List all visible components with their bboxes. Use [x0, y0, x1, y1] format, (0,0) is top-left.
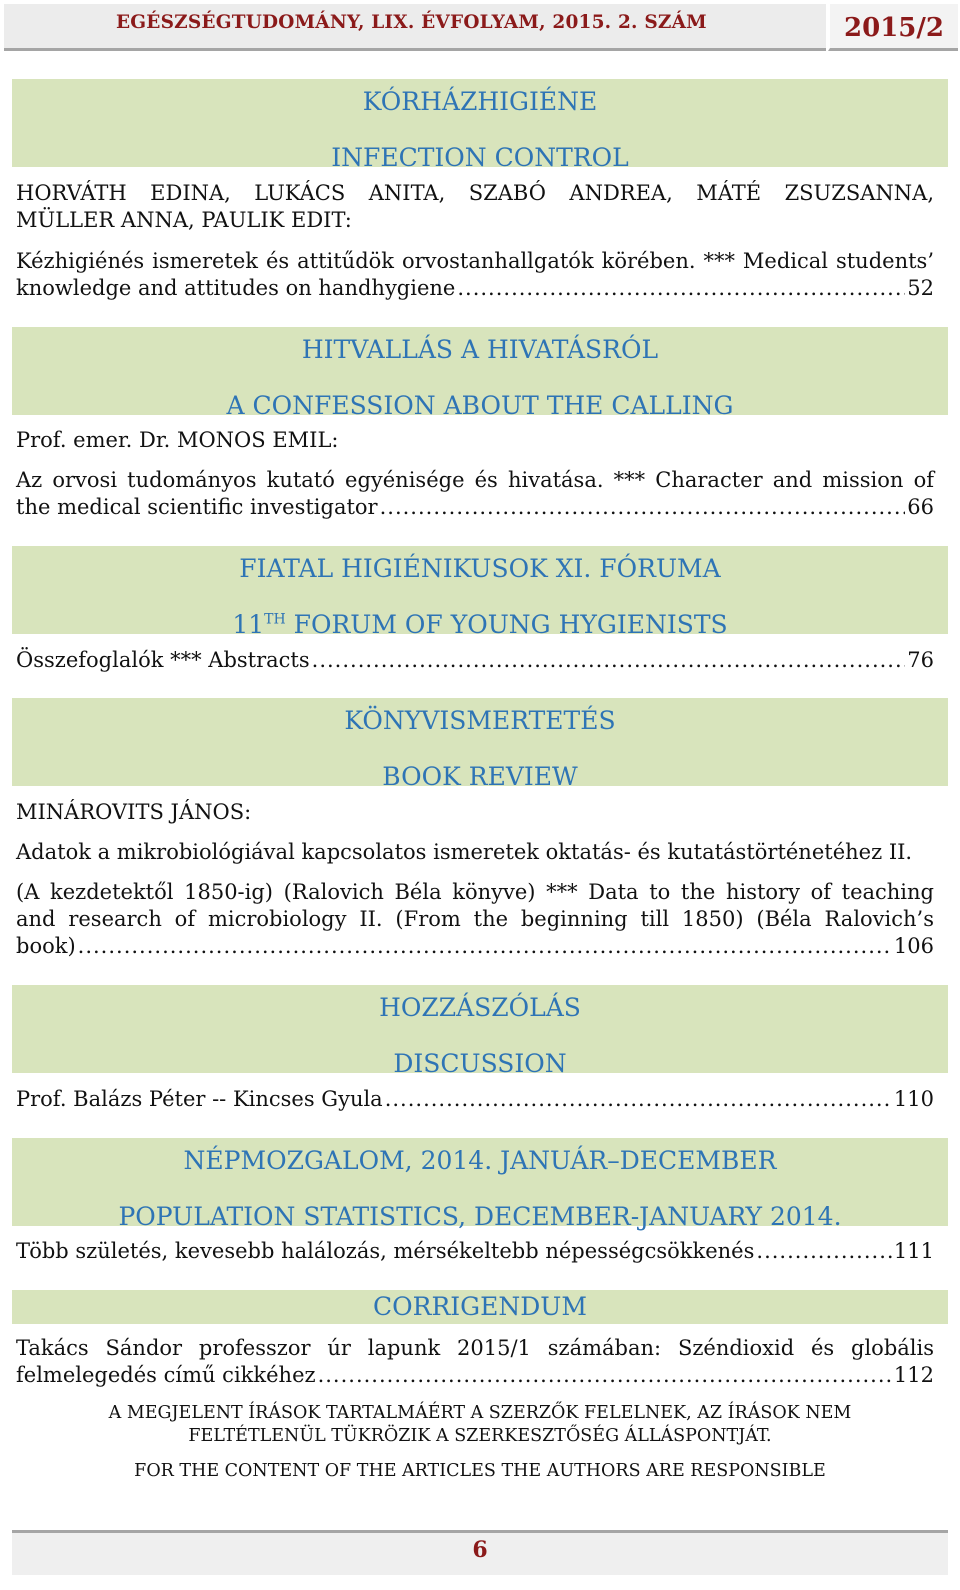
toc-entry[interactable]: [16, 275, 934, 302]
header-issue-box: [828, 4, 958, 51]
section-title-en: BOOK REVIEW: [382, 762, 578, 791]
section-title-hu: HITVALLÁS A HIVATÁSRÓL: [301, 335, 659, 364]
entry-title-line: Kézhigiénés ismeretek és attitűdök orvostanhallgatók körében. *** Medical students’: [16, 249, 934, 273]
ordinal-suffix: TH: [264, 611, 286, 628]
entry-title-line: Az orvosi tudományos kutató egyénisége és hivatása. *** Character and mission of: [16, 468, 934, 492]
header-title-bar: [4, 4, 826, 51]
issue-label: 2015/2: [844, 13, 944, 43]
disclaimer-en: FOR THE CONTENT OF THE ARTICLES THE AUTHORS ARE RESPONSIBLE: [134, 1461, 826, 1481]
dot-leader: [78, 933, 892, 960]
entry-title-line: Adatok a mikrobiológiával kapcsolatos ismeretek oktatás- és kutatástörténetéhez II.: [16, 840, 913, 864]
journal-title: EGÉSZSÉGTUDOMÁNY, LIX. ÉVFOLYAM, 2015. 2. SZÁM: [116, 12, 707, 33]
entry-title-line: the medical scientific investigator: [16, 495, 378, 519]
section-heading-corrigendum: [12, 1290, 948, 1324]
section-heading-discussion: [12, 985, 948, 1078]
toc-entry[interactable]: [16, 1362, 934, 1389]
page-ref: 76: [907, 648, 934, 672]
dot-leader: [380, 494, 906, 521]
dot-leader: [312, 647, 906, 674]
toc-entry[interactable]: [16, 494, 934, 521]
dot-leader: [385, 1086, 892, 1113]
dot-leader: [318, 1362, 892, 1389]
page-ref: 106: [893, 934, 934, 958]
section-heading-young-hygienists: [12, 546, 948, 639]
section-title-en: A CONFESSION ABOUT THE CALLING: [226, 391, 734, 420]
section-title-en: POPULATION STATISTICS, DECEMBER-JANUARY 2014.: [118, 1202, 842, 1231]
section-heading-infection-control: [12, 79, 948, 172]
section-title-en: DISCUSSION: [393, 1049, 567, 1078]
section-title-hu: KÖNYVISMERTETÉS: [344, 706, 616, 735]
author-line: HORVÁTH EDINA, LUKÁCS ANITA, SZABÓ ANDREA, MÁTÉ ZSUZSANNA,: [16, 181, 934, 205]
author-line: Prof. emer. Dr. MONOS EMIL:: [16, 428, 339, 452]
dot-leader: [457, 275, 905, 302]
forum-title: FORUM OF YOUNG HYGIENISTS: [285, 610, 728, 639]
toc-entry[interactable]: [16, 1238, 934, 1265]
dot-leader: [756, 1238, 892, 1265]
section-title-hu: KÓRHÁZHIGIÉNE: [362, 87, 598, 116]
entry-title-line: Prof. Balázs Péter -- Kincses Gyula: [16, 1087, 383, 1111]
toc-entry[interactable]: [16, 647, 934, 674]
disclaimer-hu: A MEGJELENT ÍRÁSOK TARTALMÁÉRT A SZERZŐK FELELNEK, AZ ÍRÁSOK NEM: [108, 1403, 852, 1423]
toc-entry[interactable]: [16, 1086, 934, 1113]
section-title-hu: FIATAL HIGIÉNIKUSOK XI. FÓRUMA: [239, 554, 721, 583]
entry-title-line: and research of microbiology II. (From the beginning till 1850) (Béla Ralovich’s: [16, 907, 934, 931]
page-header: [0, 0, 960, 52]
page-ref: 112: [893, 1363, 934, 1387]
entry-title-line: (A kezdetektől 1850-ig) (Ralovich Béla könyve) *** Data to the history of teaching: [16, 880, 934, 904]
page-number: 6: [472, 1537, 488, 1563]
section-heading-book-review: [12, 698, 948, 791]
page-ref: 66: [907, 495, 934, 519]
entry-title-line: Több születés, kevesebb halálozás, mérsékeltebb népességcsökkenés: [16, 1239, 755, 1263]
forum-number: 11: [232, 610, 265, 639]
page-ref: 110: [893, 1087, 934, 1111]
section-title-en: [12, 610, 948, 639]
author-line: MINÁROVITS JÁNOS:: [16, 800, 252, 824]
entry-title-line: knowledge and attitudes on handhygiene: [16, 276, 456, 300]
section-heading-population-statistics: [12, 1138, 948, 1231]
entry-title-line: book): [16, 934, 76, 958]
page-footer: [12, 1530, 948, 1575]
toc-entry[interactable]: [16, 933, 934, 960]
page-ref: 111: [893, 1239, 934, 1263]
entry-title-line: Összefoglalók *** Abstracts: [16, 648, 310, 672]
section-heading-confession: [12, 327, 948, 420]
page-ref: 52: [907, 276, 934, 300]
entry-title-line: Takács Sándor professzor úr lapunk 2015/1 számában: Széndioxid és globális: [16, 1336, 934, 1360]
section-title-hu: HOZZÁSZÓLÁS: [379, 993, 581, 1022]
section-title-hu: NÉPMOZGALOM, 2014. JANUÁR–DECEMBER: [183, 1146, 777, 1175]
section-title: CORRIGENDUM: [373, 1292, 587, 1321]
entry-title-line: felmelegedés című cikkéhez: [16, 1363, 316, 1387]
author-line: MÜLLER ANNA, PAULIK EDIT:: [16, 208, 352, 232]
section-title-en: INFECTION CONTROL: [331, 143, 629, 172]
disclaimer-hu: FELTÉTLENÜL TÜKRÖZIK A SZERKESZTŐSÉG ÁLLÁSPONTJÁT.: [188, 1426, 772, 1446]
